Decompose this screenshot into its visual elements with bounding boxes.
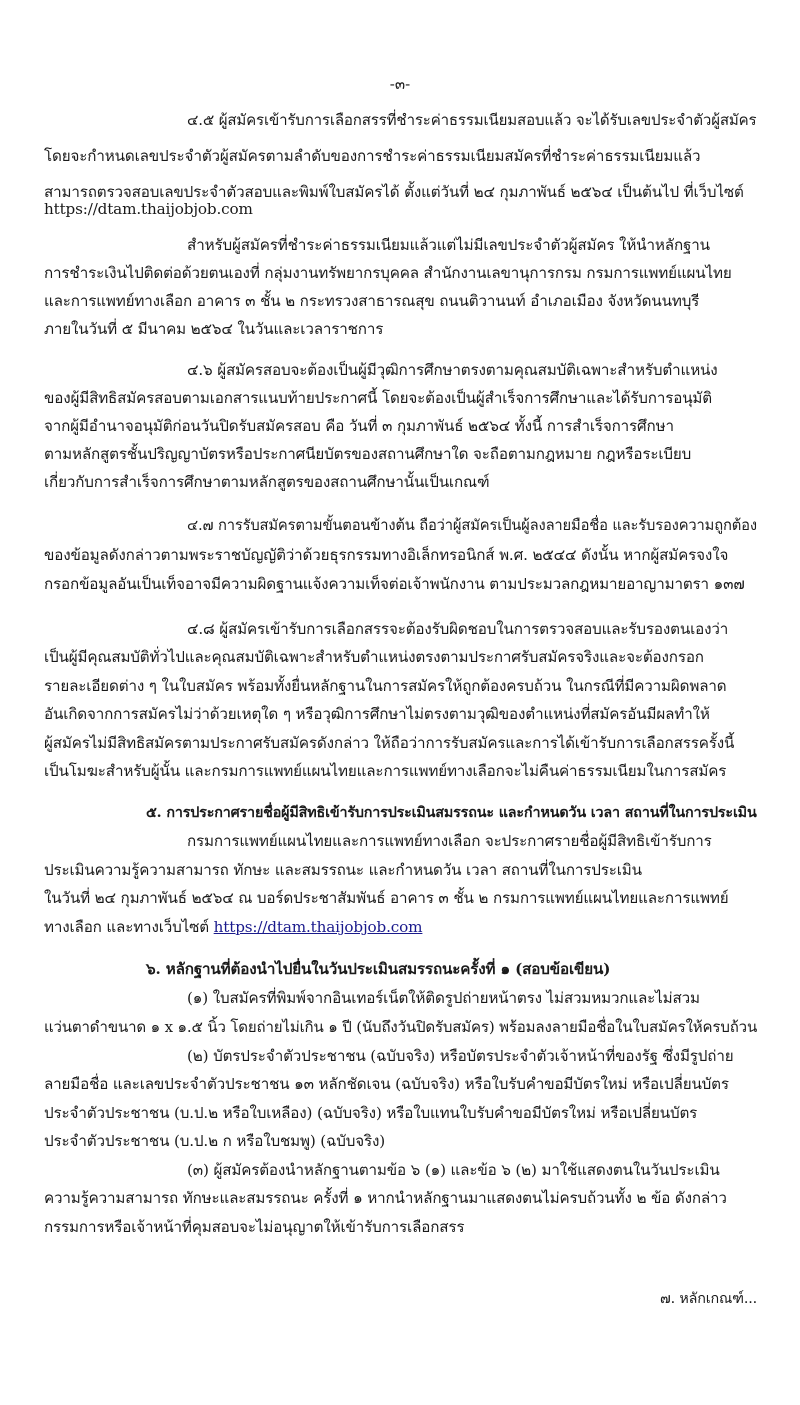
text-line: ของผู้มีสิทธิสมัครสอบตามเอกสารแนบท้ายประกาศนี้ โดยจะต้องเป็นผู้สำเร็จการศึกษาและได้รับการอนุมัติ <box>44 389 713 407</box>
text-line: ๔.๘ ผู้สมัครเข้ารับการเลือกสรรจะต้องรับผิดชอบในการตรวจสอบและรับรองตนเองว่า <box>187 620 729 638</box>
text-line: แว่นตาดำขนาด ๑ x ๑.๕ นิ้ว โดยถ่ายไม่เกิน ๑ ปี (นับถึงวันปิดรับสมัคร) พร้อมลงลายมือชื่อในใบสมัครให้ครบถ้วน <box>44 1018 758 1036</box>
text-line: ตามหลักสูตรชั้นปริญญาบัตรหรือประกาศนียบัตรของสถานศึกษาใด จะถือตามกฎหมาย กฎหรือระเบียบ <box>44 445 692 463</box>
text-line: ทางเลือก และทางเว็บไซต์ <box>44 918 214 936</box>
section-heading: ๕. การประกาศรายชื่อผู้มีสิทธิเข้ารับการประเมินสมรรถนะ และกำหนดวัน เวลา สถานที่ในการประเมิน <box>146 805 757 821</box>
text-line: การชำระเงินไปติดต่อด้วยตนเองที่ กลุ่มงานทรัพยากรบุคคล สำนักงานเลขานุการกรม กรมการแพทย์แผนไทย <box>44 264 732 282</box>
text-line: อันเกิดจากการสมัครไม่ว่าด้วยเหตุใด ๆ หรือวุฒิการศึกษาไม่ตรงตามวุฒิของตำแหน่งที่สมัครอันมีผลทำให้ <box>44 705 710 723</box>
page-number: -๓- <box>389 75 411 93</box>
text-line: เกี่ยวกับการสำเร็จการศึกษาตามหลักสูตรของสถานศึกษานั้นเป็นเกณฑ์ <box>44 473 490 491</box>
text-line: ๔.๖ ผู้สมัครสอบจะต้องเป็นผู้มีวุฒิการศึกษาตรงตามคุณสมบัติเฉพาะสำหรับตำแหน่ง <box>187 361 718 379</box>
text-line: ของข้อมูลดังกล่าวตามพระราชบัญญัติว่าด้วยธุรกรรมทางอิเล็กทรอนิกส์ พ.ศ. ๒๕๔๔ ดังนั้น หากผู้สมัครจงใจ <box>44 546 729 564</box>
text-line: (๒) บัตรประจำตัวประชาชน (ฉบับจริง) หรือบัตรประจำตัวเจ้าหน้าที่ของรัฐ ซึ่งมีรูปถ่าย <box>187 1047 734 1065</box>
text-line: และการแพทย์ทางเลือก อาคาร ๓ ชั้น ๒ กระทรวงสาธารณสุข ถนนติวานนท์ อำเภอเมือง จังหวัดนนทบุรี <box>44 292 700 310</box>
continuation-text: ๗. หลักเกณฑ์... <box>660 1291 758 1307</box>
text-line: จากผู้มีอำนาจอนุมัติก่อนวันปิดรับสมัครสอบ คือ วันที่ ๓ กุมภาพันธ์ ๒๕๖๔ ทั้งนี้ การสำเร็จการศึกษา <box>44 417 674 435</box>
text-line: (๑) ใบสมัครที่พิมพ์จากอินเทอร์เน็ตให้ติดรูปถ่ายหน้าตรง ไม่สวมหมวกและไม่สวม <box>187 989 700 1007</box>
url-text: https://dtam.thaijobjob.com <box>44 200 253 218</box>
text-line: ประจำตัวประชาชน (บ.ป.๒ ก หรือใบชมพู) (ฉบับจริง) <box>44 1132 386 1150</box>
text-line: เป็นผู้มีคุณสมบัติทั่วไปและคุณสมบัติเฉพาะสำหรับตำแหน่งตรงตามประกาศรับสมัครจริงและจะต้องกรอก <box>44 648 704 666</box>
text-line: ๔.๕ ผู้สมัครเข้ารับการเลือกสรรที่ชำระค่าธรรมเนียมสอบแล้ว จะได้รับเลขประจำตัวผู้สมัคร <box>187 111 757 129</box>
text-line: ประเมินความรู้ความสามารถ ทักษะ และสมรรถนะ และกำหนดวัน เวลา สถานที่ในการประเมิน <box>44 861 642 879</box>
text-line: ประจำตัวประชาชน (บ.ป.๒ หรือใบเหลือง) (ฉบับจริง) หรือใบแทนใบรับคำขอมีบัตรใหม่ หรือเปลี่ยนบัตร <box>44 1104 698 1122</box>
text-line: ผู้สมัครไม่มีสิทธิสมัครตามประกาศรับสมัครดังกล่าว ให้ถือว่าการรับสมัครและการได้เข้ารับการเลือกสรรครั้งนี้ <box>44 734 735 752</box>
text-line: ๔.๗ การรับสมัครตามขั้นตอนข้างต้น ถือว่าผู้สมัครเป็นผู้ลงลายมือชื่อ และรับรองความถูกต้อง <box>187 517 757 534</box>
text-line: ความรู้ความสามารถ ทักษะและสมรรถนะ ครั้งที่ ๑ หากนำหลักฐานมาแสดงตนไม่ครบถ้วนทั้ง ๒ ข้อ ดังกล่าว <box>44 1189 727 1207</box>
text-line: สำหรับผู้สมัครที่ชำระค่าธรรมเนียมแล้วแต่ไม่มีเลขประจำตัวผู้สมัคร ให้นำหลักฐาน <box>187 236 710 254</box>
section-heading: ๖. หลักฐานที่ต้องนำไปยื่นในวันประเมินสมรรถนะครั้งที่ ๑ (สอบข้อเขียน) <box>146 960 611 978</box>
text-line: ภายในวันที่ ๕ มีนาคม ๒๕๖๔ ในวันและเวลาราชการ <box>44 320 384 338</box>
text-line: กรมการแพทย์แผนไทยและการแพทย์ทางเลือก จะประกาศรายชื่อผู้มีสิทธิเข้ารับการ <box>187 832 712 850</box>
text-line: เป็นโมฆะสำหรับผู้นั้น และกรมการแพทย์แผนไทยและการแพทย์ทางเลือกจะไม่คืนค่าธรรมเนียมในการสมัคร <box>44 762 727 780</box>
text-line: (๓) ผู้สมัครต้องนำหลักฐานตามข้อ ๖ (๑) และข้อ ๖ (๒) มาใช้แสดงตนในวันประเมิน <box>187 1161 720 1179</box>
text-line: โดยจะกำหนดเลขประจำตัวผู้สมัครตามลำดับของการชำระค่าธรรมเนียมสมัครที่ชำระค่าธรรมเนียมแล้ว <box>44 147 701 165</box>
text-line: ในวันที่ ๒๔ กุมภาพันธ์ ๒๕๖๔ ณ บอร์ดประชาสัมพันธ์ อาคาร ๓ ชั้น ๒ กรมการแพทย์แผนไทยและการแพทย์ <box>44 889 729 907</box>
text-line: กรรมการหรือเจ้าหน้าที่คุมสอบจะไม่อนุญาตให้เข้ารับการเลือกสรร <box>44 1218 465 1236</box>
text-line: รายละเอียดต่าง ๆ ในใบสมัคร พร้อมทั้งยื่นหลักฐานในการสมัครให้ถูกต้องครบถ้วน ในกรณีที่มีความผิดพลาด <box>44 677 727 695</box>
text-line: กรอกข้อมูลอันเป็นเท็จอาจมีความผิดฐานแจ้งความเท็จต่อเจ้าพนักงาน ตามประมวลกฎหมายอาญามาตรา ๑๓๗ <box>44 575 745 593</box>
website-link[interactable]: https://dtam.thaijobjob.com <box>213 918 423 936</box>
text-line: สามารถตรวจสอบเลขประจำตัวสอบและพิมพ์ใบสมัครได้ ตั้งแต่วันที่ ๒๔ กุมภาพันธ์ ๒๕๖๔ เป็นต้นไป ที่เว็บไซต์ <box>44 183 744 201</box>
text-line: ลายมือชื่อ และเลขประจำตัวประชาชน ๑๓ หลักชัดเจน (ฉบับจริง) หรือใบรับคำขอมีบัตรใหม่ หรือเปลี่ยนบัตร <box>44 1075 729 1093</box>
